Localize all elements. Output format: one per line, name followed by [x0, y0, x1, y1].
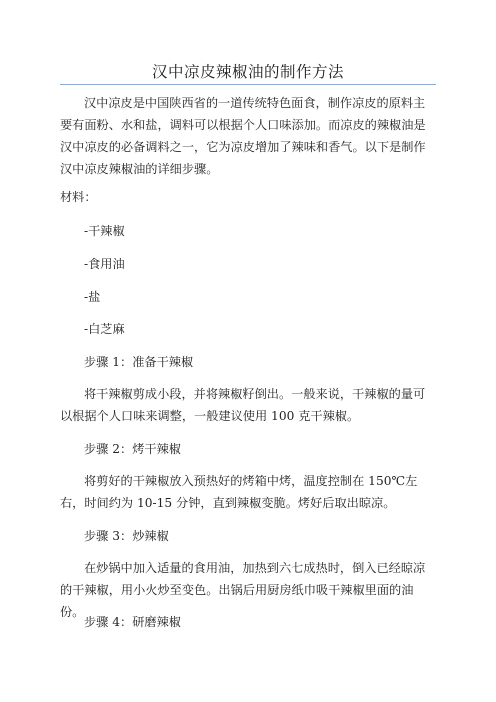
step-heading: 步骤 1：准备干辣椒 — [84, 355, 194, 369]
document-title: 汉中凉皮辣椒油的制作方法 — [151, 63, 344, 81]
intro-paragraph: 汉中凉皮是中国陕西省的一道传统特色面食，制作凉皮的原料主要有面粉、水和盐，调料可以根据个人口味添加。而凉皮的辣椒油是汉中凉皮的必备调料之一，它为凉皮增加了辣味和香气。以下是制作汉中凉皮辣椒油的详细步骤。 — [60, 96, 426, 176]
step-heading: 步骤 4：研磨辣椒 — [84, 615, 181, 629]
step-heading: 步骤 2：烤干辣椒 — [84, 442, 181, 456]
step-text: 在炒锅中加入适量的食用油，加热到六七成热时，倒入已经晾凉的干辣椒，用小火炒至变色。出锅后用厨房纸巾吸干辣椒里面的油份。 — [60, 561, 426, 619]
material-item: -盐 — [84, 290, 101, 304]
step-text: 将干辣椒剪成小段，并将辣椒籽倒出。一般来说，干辣椒的量可以根据个人口味来调整，一般建议使用 100 克干辣椒。 — [60, 387, 426, 423]
material-item: -白芝麻 — [84, 322, 125, 336]
step-heading: 步骤 3：炒辣椒 — [84, 529, 169, 543]
material-item: -干辣椒 — [84, 224, 125, 238]
step-text: 将剪好的干辣椒放入预热好的烤箱中烤，温度控制在 150℃左右，时间约为 10-15 分钟，直到辣椒变脆。烤好后取出晾凉。 — [60, 474, 418, 510]
title-underline — [60, 84, 436, 85]
material-item: -食用油 — [84, 257, 125, 271]
materials-label: 材料： — [60, 190, 97, 204]
